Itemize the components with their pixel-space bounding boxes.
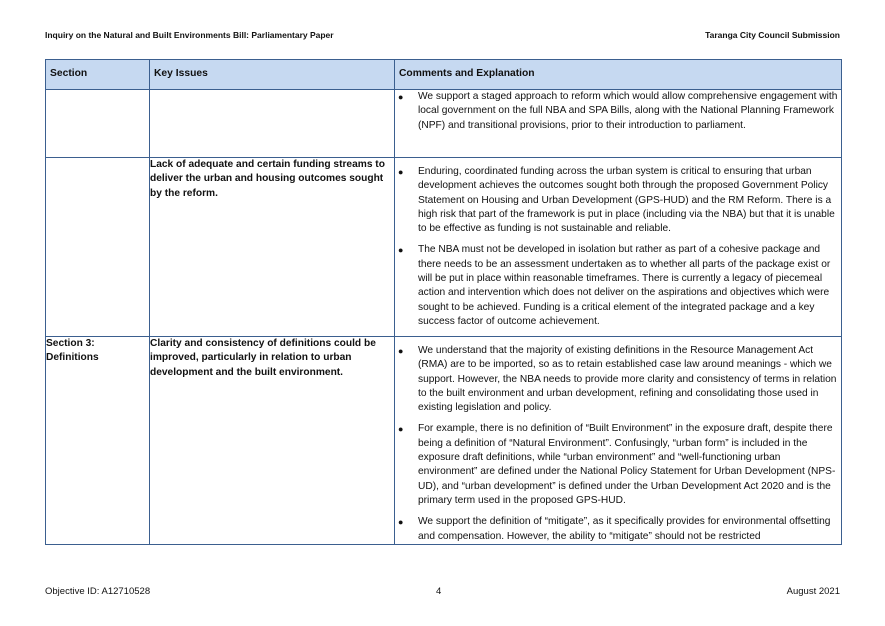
bullet-text: We support a staged approach to reform which would allow comprehensive engagement with local government on the full NBA and SPA Bills, along with the National Planning Framework (NPF) and transitional provisions, prior to their introduction to parliament. [418, 91, 838, 131]
bullet-item [395, 165, 841, 236]
column-header-comments: Comments and Explanation [395, 60, 842, 90]
bullet-text: For example, there is no definition of “Built Environment” in the exposure draft, despite there being a definition of “Natural Environment”. Confusingly, “urban form” is included in the exposure draft definitions, while “urban environment” and “well-functioning urban environment” are defined under the National Policy Statement for Urban Development (NPS-UD), and “urban development” is defined under the Urban Development Act 2020 and is the primary term used in the proposed GPS-HUD. [418, 423, 836, 506]
column-header-section: Section [46, 60, 150, 90]
bullet-text: We support the definition of “mitigate”, as it specifically provides for environmental offsetting and compensation. However, the ability to “mitigate” should not be restricted [418, 516, 831, 542]
key-issue-cell [150, 90, 395, 158]
bullet-icon: ● [398, 92, 404, 102]
bullet-icon: ● [398, 346, 404, 356]
footer-page-number: 4 [436, 586, 442, 597]
column-header-key-issues: Key Issues [150, 60, 395, 90]
comments-cell [395, 90, 842, 158]
table-header-row [46, 60, 842, 90]
bullet-icon: ● [398, 167, 404, 177]
bullet-icon: ● [398, 517, 404, 528]
table-row [46, 337, 842, 545]
bullet-text: We understand that the majority of existing definitions in the Resource Management Act (RMA) are to be imported, so as to retain established case law around meanings - which we support. However, the NBA needs to provide more clarity and consistency of terms in relation to the built environment and urban development, refining and consolidating those used in existing legislation and policy. [418, 345, 837, 414]
header-document-title: Inquiry on the Natural and Built Environments Bill: Parliamentary Paper [45, 30, 334, 40]
comments-cell [395, 158, 842, 337]
bullet-item [395, 90, 841, 133]
key-issue-cell: Clarity and consistency of definitions could be improved, particularly in relation to urban development and the built environment. [150, 337, 395, 545]
table-row [46, 158, 842, 337]
submission-table [45, 59, 842, 545]
section-cell [46, 158, 150, 337]
key-issue-cell: Lack of adequate and certain funding streams to deliver the urban and housing outcomes sought by the reform. [150, 158, 395, 337]
bullet-item [395, 344, 841, 415]
footer-objective-id: Objective ID: A12710528 [45, 586, 151, 597]
bullet-icon: ● [398, 424, 404, 435]
bullet-icon: ● [398, 245, 404, 256]
table-row [46, 90, 842, 158]
bullet-item [395, 515, 841, 544]
footer-date: August 2021 [786, 586, 840, 597]
section-cell: Section 3: Definitions [46, 337, 150, 545]
bullet-item [395, 422, 841, 508]
bullet-text: Enduring, coordinated funding across the urban system is critical to ensuring that urban development achieves the outcomes sought both through the proposed Government Policy Statement on Housing and Urban Development (GPS-HUD) and the RM Reform. There is a high risk that part of the framework is put in place (including via the NBA) but that it is unable to be effective as funding is not sustainable and reliable. [418, 166, 835, 235]
bullet-item [395, 243, 841, 329]
header-organisation: Taranga City Council Submission [705, 30, 840, 40]
bullet-text: The NBA must not be developed in isolation but rather as part of a cohesive package and there needs to be an assessment undertaken as to whether all parts of the package exist or will be put in place within reasonable timeframes. There is currently a legacy of piecemeal action and intervention which does not deliver on the aspirations and objectives which were sought to be achieved. Funding is a critical element of the integrated package and a key success factor of outcome achievement. [418, 244, 831, 327]
section-cell [46, 90, 150, 158]
comments-cell [395, 337, 842, 545]
